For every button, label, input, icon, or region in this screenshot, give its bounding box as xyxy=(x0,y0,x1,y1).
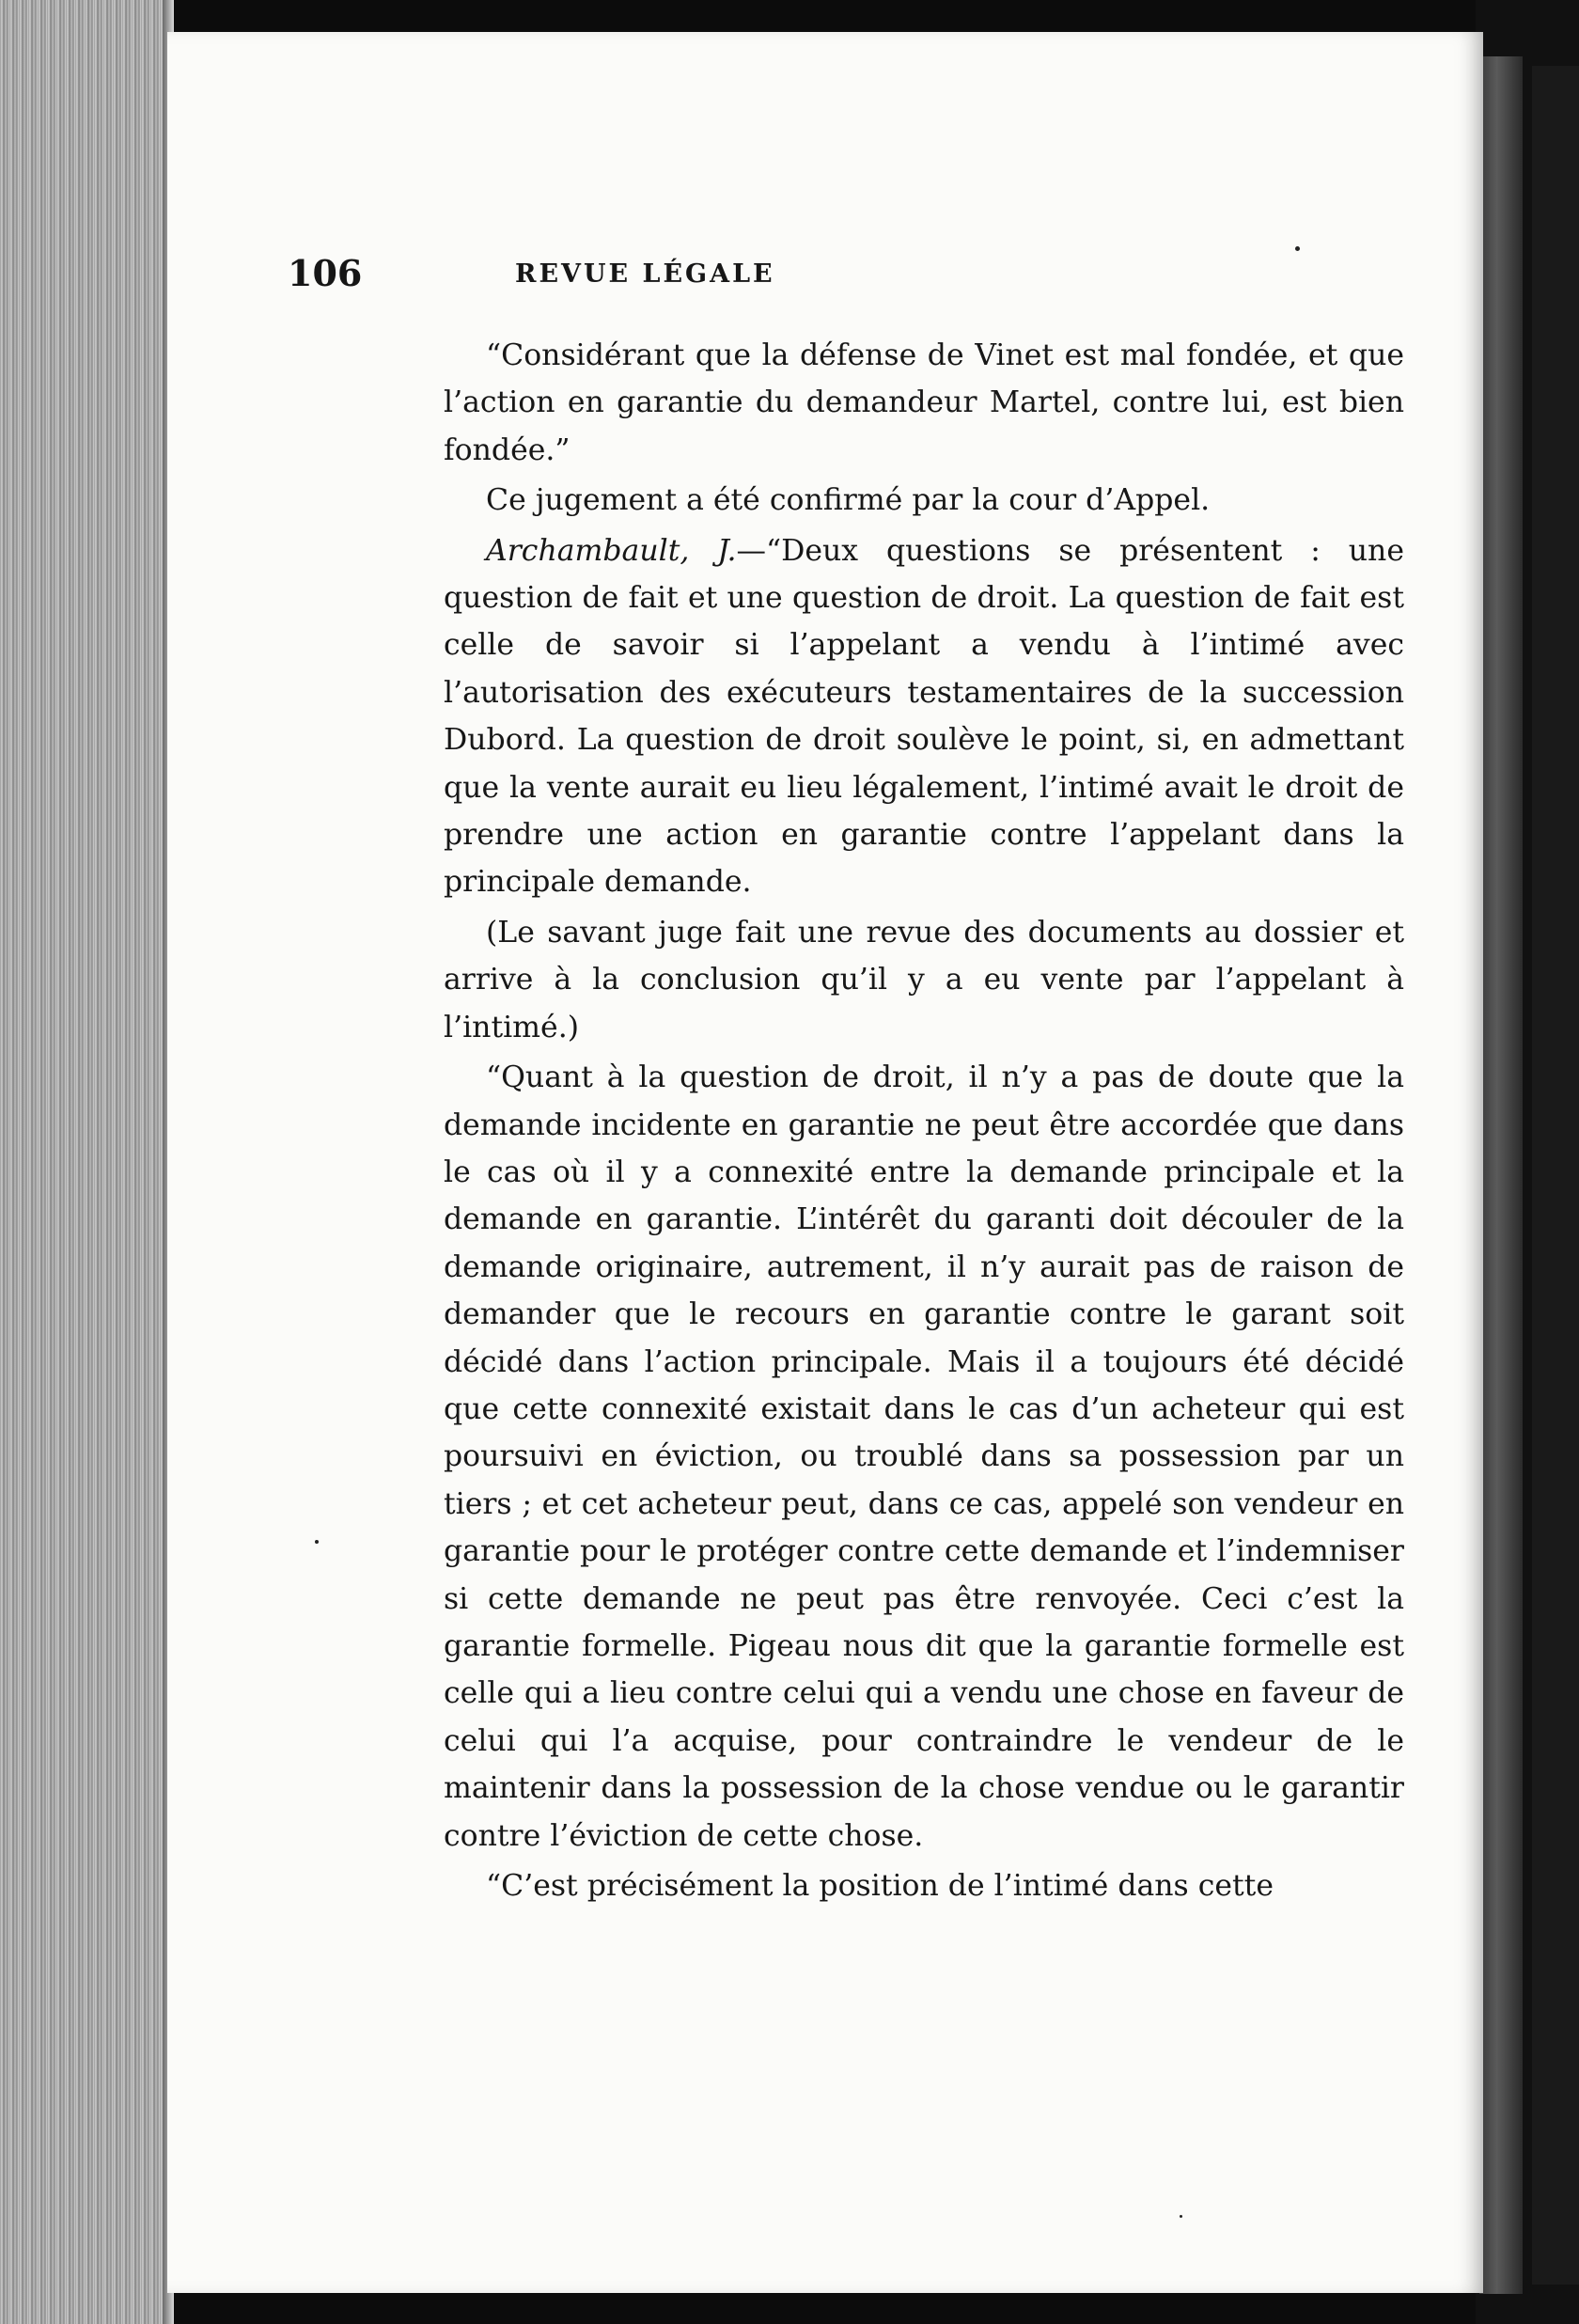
paragraph-savant-juge: (Le savant juge fait une revue des documents au dossier et arrive à la conclusion qu’il y a eu vente par l’appelant à l’intimé.) xyxy=(444,915,1404,1044)
next-page-edge xyxy=(1476,0,1579,2324)
paragraph-archambault xyxy=(444,527,1404,906)
page-number: 106 xyxy=(288,252,363,294)
paragraph-question-droit: “Quant à la question de droit, il n’y a pas de doute que la demande incidente en garantie ne peut être accordée que dans le cas où il y a connexité entre la demande principale et la demande en garantie. L’intérêt du garanti doit découler de la demande originaire, autrement, il n’y aurait pas de raison de demander que le recours en garantie contre le garant soit décidé dans l’action principale. Mais il a toujours été décidé que cette connexité existait dans le cas d’un acheteur qui est poursuivi en éviction, ou troublé dans sa possession par un tiers ; et cet acheteur peut, dans ce cas, appelé son vendeur en garantie pour le protéger contre cette demande et l’indemniser si cette demande ne peut pas être renvoyée. Ceci c’est la garantie formelle. Pigeau nous dit que la garantie formelle est celle qui a lieu contre celui qui a vendu une chose en faveur de celui qui l’a acquise, pour contraindre le vendeur de le maintenir dans la possession de la chose vendue ou le garantir contre l’éviction de cette chose. xyxy=(444,1060,1404,1853)
scan-speck xyxy=(1295,246,1300,251)
binding-gap xyxy=(1532,66,1579,2285)
paragraph-jugement: Ce jugement a été confirmé par la cour d’Appel. xyxy=(486,483,1211,518)
paragraph-considerant: “Considérant que la défense de Vinet est mal fondée, et que l’action en garantie du demandeur Martel, contre lui, est bien fondée.” xyxy=(444,338,1404,467)
body-text xyxy=(444,332,1404,1912)
book-page-edges xyxy=(0,0,174,2324)
page-curl-shadow xyxy=(1479,56,1523,2294)
scan-speck xyxy=(1180,2215,1182,2218)
scan-speck xyxy=(315,1540,319,1544)
judge-name: Archambault, J. xyxy=(486,533,737,568)
running-title: REVUE LÉGALE xyxy=(515,259,775,289)
judge-opinion-text: —“Deux questions se présentent : une question de fait et une question de droit. La question de fait est celle de savoir si l’appelant a vendu à l’intimé avec l’autorisation des exécuteurs testamentaires de la succession Dubord. La question de droit soulève le point, si, en admettant que la vente aurait eu lieu légalement, l’intimé avait le droit de prendre une action en garantie contre l’appelant dans la principale demande. xyxy=(444,533,1404,900)
paragraph-precisement: “C’est précisément la position de l’intimé dans cette xyxy=(486,1869,1274,1903)
page-header xyxy=(288,252,1040,308)
